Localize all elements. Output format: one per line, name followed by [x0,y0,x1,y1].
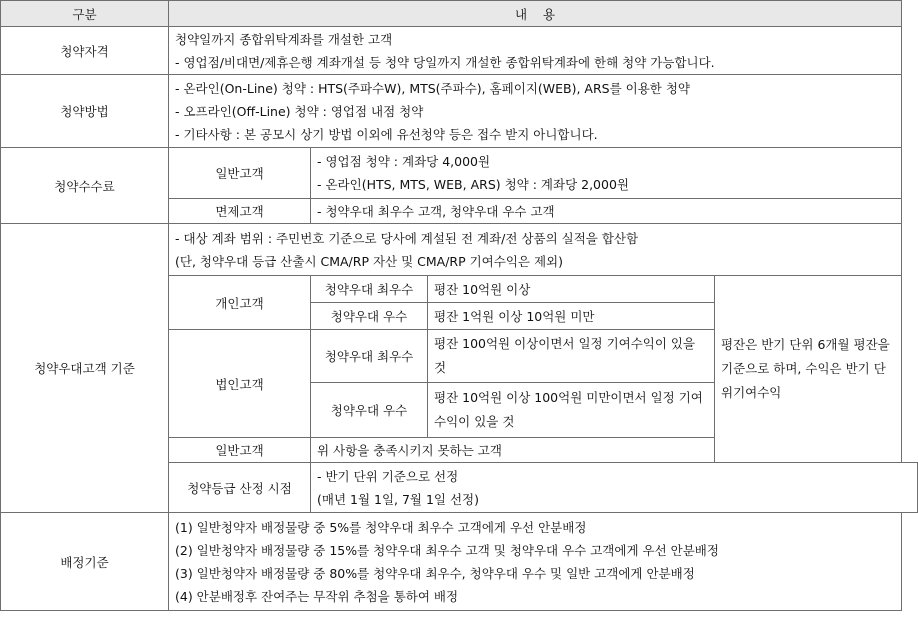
header-category: 구분 [1,1,169,27]
corporate-label: 법인고객 [169,330,311,438]
grade-timing-label: 청약등급 산정 시점 [169,463,311,513]
eligibility-row [1,27,918,75]
fee-general-line: - 온라인(HTS, MTS, WEB, ARS) 청약 : 계좌당 2,000원 [317,177,629,192]
corporate-criterion-text: 평잔 100억원 이상이면서 일정 기여수익이 있을 것 [434,336,696,375]
preferred-scope-content [169,224,902,276]
header-content: 내 용 [169,1,902,27]
corporate-criterion [428,383,715,438]
eligibility-line: 청약일까지 종합위탁계좌를 개설한 고객 [175,31,393,47]
eligibility-label: 청약자격 [1,27,169,75]
corporate-criterion-text: 평잔 10억원 이상 100억원 미만이면서 일정 기여수익이 있을 것 [434,390,703,429]
eligibility-content [169,27,902,75]
individual-criterion: 평잔 1억원 이상 10억원 미만 [428,303,715,330]
allocation-row [1,513,918,611]
allocation-line: (3) 일반청약자 배정물량 중 80%를 청약우대 최우수, 청약우대 우수 및 일반 고객에게 안분배정 [175,565,695,581]
fee-general-content [311,148,902,199]
corporate-grade: 청약우대 우수 [311,383,428,438]
allocation-content [169,513,902,611]
table-header-row [1,1,918,27]
eligibility-line: - 영업점/비대면/제휴은행 계좌개설 등 청약 당일까지 개설한 종합위탁계좌에 한해 청약 가능합니다. [175,54,715,70]
method-row [1,75,918,148]
method-line: - 온라인(On-Line) 청약 : HTS(주파수W), MTS(주파수), 홈페이지(WEB), ARS를 이용한 청약 [175,80,691,96]
allocation-label: 배정기준 [1,513,169,611]
fee-exempt-content: - 청약우대 최우수 고객, 청약우대 우수 고객 [311,199,902,224]
individual-grade: 청약우대 최우수 [311,276,428,303]
fee-label: 청약수수료 [1,148,169,224]
fee-general-label: 일반고객 [169,148,311,199]
method-line: - 오프라인(Off-Line) 청약 : 영업점 내점 청약 [175,103,424,119]
fee-general-row [1,148,918,199]
individual-criterion: 평잔 10억원 이상 [428,276,715,303]
preferred-scope-row [1,224,918,276]
allocation-line: (1) 일반청약자 배정물량 중 5%를 청약우대 최우수 고객에게 우선 안분배정 [175,519,587,535]
method-line: - 기타사항 : 본 공모시 상기 방법 이외에 유선청약 등은 접수 받지 아니합니다. [175,126,598,142]
individual-label: 개인고객 [169,276,311,330]
method-label: 청약방법 [1,75,169,148]
preferred-scope-line: - 대상 계좌 범위 : 주민번호 기준으로 당사에 계설된 전 계좌/전 상품의 실적을 합산함 [175,230,639,246]
method-content [169,75,902,148]
individual-grade: 청약우대 우수 [311,303,428,330]
fee-exempt-label: 면제고객 [169,199,311,224]
preferred-label: 청약우대고객 기준 [1,224,169,513]
preferred-general-content: 위 사항을 충족시키지 못하는 고객 [311,438,715,463]
preferred-general-label: 일반고객 [169,438,311,463]
preferred-scope-line: (단, 청약우대 등급 산출시 CMA/RP 자산 및 CMA/RP 기여수익은 제외) [175,253,563,269]
fee-general-line: - 영업점 청약 : 계좌당 4,000원 [317,154,491,169]
corporate-criterion [428,330,715,383]
allocation-line: (4) 안분배정후 잔여주는 무작위 추첨을 통하여 배정 [175,588,459,604]
preferred-note [715,276,902,463]
corporate-grade: 청약우대 최우수 [311,330,428,383]
allocation-line: (2) 일반청약자 배정물량 중 15%를 청약우대 최우수 고객 및 청약우대 우수 고객에게 우선 안분배정 [175,542,719,558]
grade-timing-line: - 반기 단위 기준으로 선정 [317,468,459,484]
preferred-note-text: 평잔은 반기 단위 6개월 평잔을기준으로 하며, 수익은 반기 단위기여수익 [721,337,890,400]
grade-timing-line: (매년 1월 1일, 7월 1일 선정) [317,491,480,507]
grade-timing-content [311,463,918,513]
